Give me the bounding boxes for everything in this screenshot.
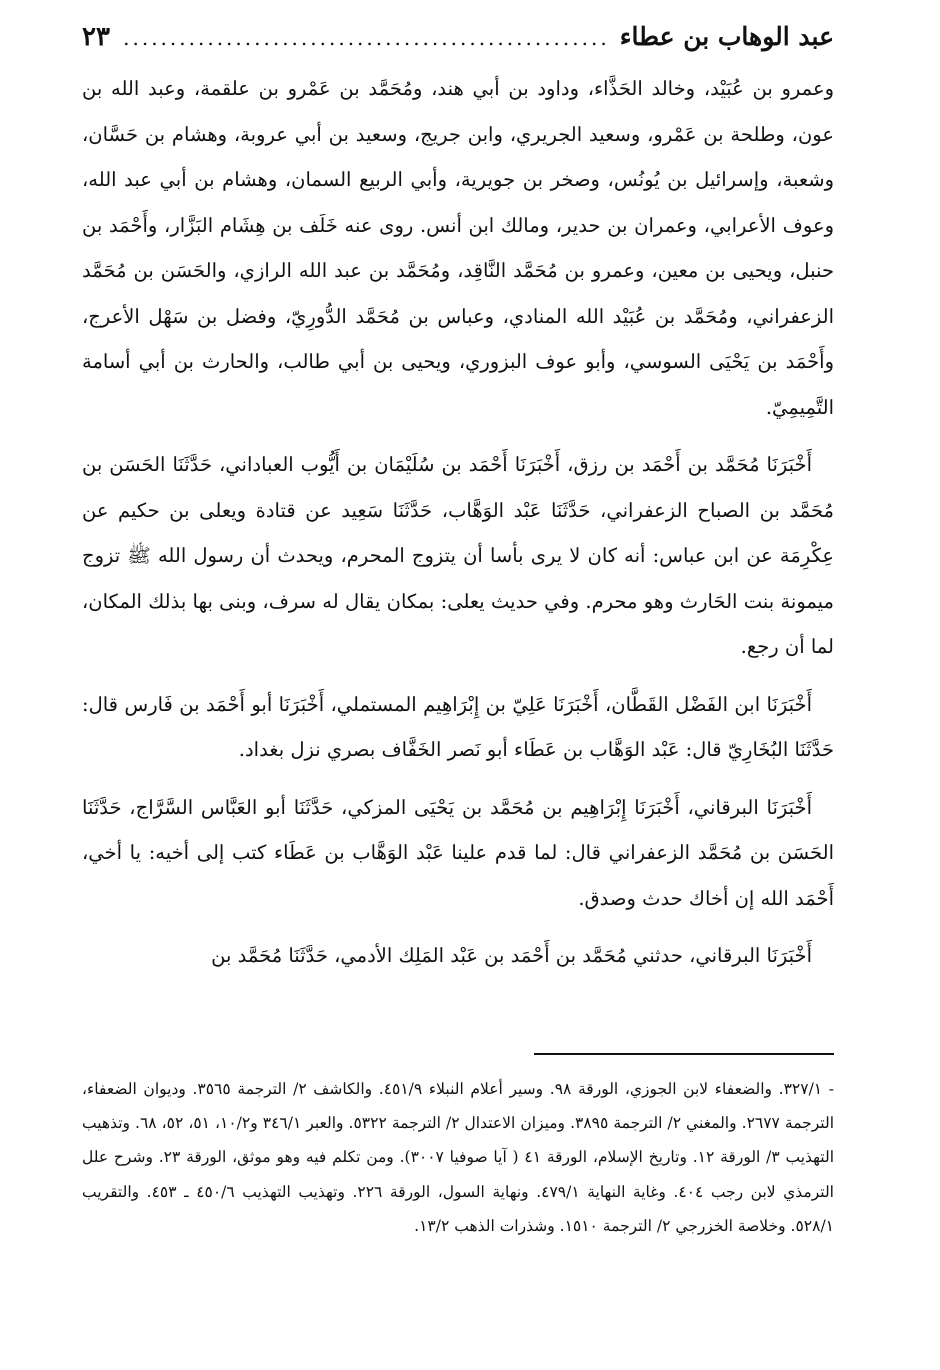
paragraph-zafarani-report: أَخْبَرَنَا البرقاني، أَخْبَرَنَا إِبْرَاهِيم بن مُحَمَّد بن يَحْيَى المزكي، حَدَّثَنَا أبو العَبَّاس السَّرَّاج، حَدَّثَنَا الحَسَن بن مُحَمَّد الزعفراني قال: لما قدم علينا عَبْد الوَهَّاب بن عَطَاء كتب إلى أخيه: يا أخي، أَحْمَد الله إن أخاك حدث وصدق. [82, 795, 834, 910]
dot-leader [120, 26, 610, 50]
paragraph-barqani-chain: أَخْبَرَنَا البرقاني، حدثني مُحَمَّد بن أَحْمَد بن عَبْد المَلِك الأدمي، حَدَّثَنَا مُحَمَّد بن [211, 944, 812, 967]
footnote-sources: - ٣٢٧/١. والضعفاء لابن الجوزي، الورقة ٩٨. وسير أعلام النبلاء ٤٥١/٩. والكاشف ٢/ الترجمة ٣٥٦٥. وديوان الضعفاء، الترجمة ٢٦٧٧. والمغني ٢/ الترجمة ٣٨٩٥. وميزان الاعتدال ٢/ الترجمة ٥٣٢٢. والعبر ٣٤٦/١ و١٠/٢، ٥١، ٥٢، ٦٨. وتذهيب التهذيب ٣/ الورقة ١٢. وتاريخ الإسلام، الورقة ٤١ ( آيا صوفيا ٣٠٠٧). ومن تكلم فيه وهو موثق، الورقة ٢٣. وشرح علل الترمذي لابن رجب ٤٠٤. وغاية النهاية ٤٧٩/١. ونهاية السول، الورقة ٢٢٦. وتهذيب التهذيب ٤٥٠/٦ ـ ٤٥٣. والتقريب ٥٢٨/١. وخلاصة الخزرجي ٢/ الترجمة ١٥١٠. وشذرات الذهب ١٣/٢. [82, 1080, 835, 1235]
footnote-separator [534, 1053, 834, 1055]
header-title: عبد الوهاب بن عطاء [619, 22, 834, 51]
running-header [82, 22, 834, 66]
page-number: ٢٣ [82, 22, 110, 52]
paragraph-narrators: وعمرو بن عُبَيْد، وخالد الحَذَّاء، وداود بن أبي هند، ومُحَمَّد بن عَمْرو بن علقمة، وعبد الله بن عون، وطلحة بن عَمْرو، وسعيد الجريري، وابن جريج، وسعيد بن أبي عروبة، وهشام بن حَسَّان، وشعبة، وإسرائيل بن يُونُس، وصخر بن جويرية، وأبي الربيع السمان، وهشام بن أبي عبد الله، وعوف الأعرابي، وعمران بن حدير، ومالك ابن أنس. روى عنه خَلَف بن هِشَام البَزَّار، وأَحْمَد بن حنبل، ويحيى بن معين، وعمرو بن مُحَمَّد النَّاقِد، ومُحَمَّد بن عبد الله الرازي، والحَسَن بن مُحَمَّد الزعفراني، ومُحَمَّد بن عُبَيْد الله المنادي، وعباس بن مُحَمَّد الدُّورِيّ، وفضل بن سَهْل الأعرج، وأَحْمَد بن يَحْيَى السوسي، وأبو عوف البزوري، ويحيى بن أبي طالب، والحارث بن أبي أسامة التَّمِيمِيّ. [82, 77, 834, 419]
paragraph-bukhari-note: أَخْبَرَنَا ابن الفَضْل القَطَّان، أَخْبَرَنَا عَلِيّ بن إِبْرَاهِيم المستملي، أَخْبَرَنَا أبو أَحْمَد بن فَارس قال: حَدَّثَنَا البُخَارِيّ قال: عَبْد الوَهَّاب بن عَطَاء أبو نَصر الخَفَّاف بصري نزل بغداد. [82, 692, 834, 761]
paragraph-hadith-maymuna: أَخْبَرَنَا مُحَمَّد بن أَحْمَد بن رزق، أَخْبَرَنَا أَحْمَد بن سُلَيْمَان بن أَيُّوب العباداني، حَدَّثَنَا الحَسَن بن مُحَمَّد بن الصباح الزعفراني، حَدَّثَنَا عَبْد الوَهَّاب، حَدَّثَنَا سَعِيد عن قتادة ويعلى بن حكيم عن عِكْرِمَة عن ابن عباس: أنه كان لا يرى بأسا أن يتزوج المحرم، ويحدث أن رسول الله ﷺ تزوج ميمونة بنت الحَارث وهو محرم. وفي حديث يعلى: بمكان يقال له سرف، وبنى بها بذلك المكان، لما أن رجع. [82, 453, 834, 658]
book-page [82, 22, 834, 1342]
